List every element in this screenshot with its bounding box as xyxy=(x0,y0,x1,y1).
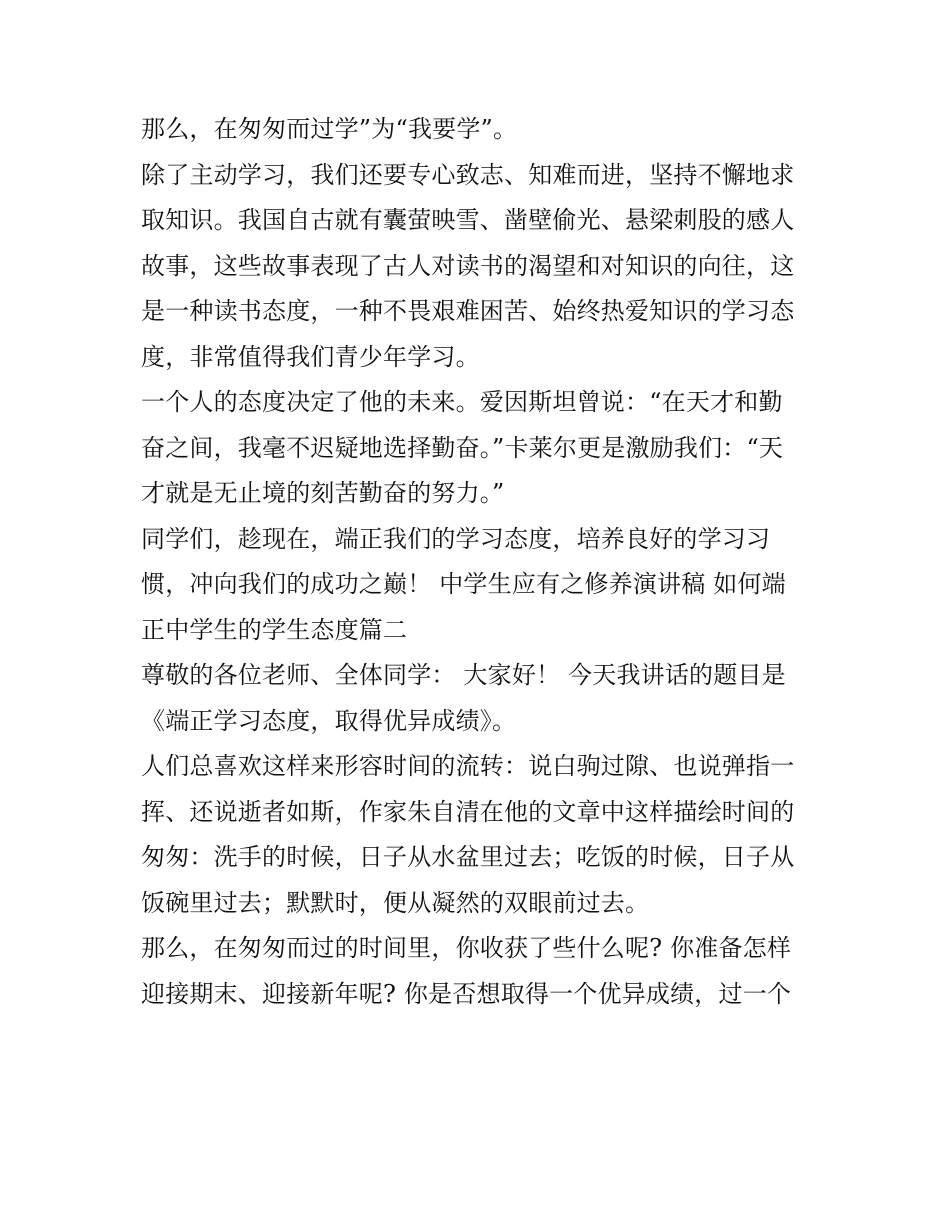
text-line: 挥、还说逝者如斯，作家朱自清在他的文章中这样描绘时间的 xyxy=(141,797,795,826)
text-line: 除了主动学习，我们还要专心致志、知难而进，坚持不懈地求 xyxy=(141,160,795,189)
text-line: 度，非常值得我们青少年学习。 xyxy=(141,342,480,371)
text-line: 匆匆：洗手的时候，日子从水盆里过去；吃饭的时候，日子从 xyxy=(141,843,795,871)
text-line: 正中学生的学生态度篇二 xyxy=(141,615,408,644)
text-line: 尊敬的各位老师、全体同学： 大家好！ 今天我讲话的题目是 xyxy=(141,661,786,689)
text-line: 惯，冲向我们的成功之巅！ 中学生应有之修养演讲稿 如何端 xyxy=(141,570,786,598)
text-line: 奋之间，我毫不迟疑地选择勤奋。”卡莱尔更是激励我们：“天 xyxy=(141,433,784,462)
text-line: 才就是无止境的刻苦勤奋的努力。” xyxy=(141,479,505,507)
text-line: 同学们，趁现在，端正我们的学习态度，培养良好的学习习 xyxy=(141,524,771,553)
text-line: 故事，这些故事表现了古人对读书的渴望和对知识的向往，这 xyxy=(141,251,795,280)
text-line: 取知识。我国自古就有囊萤映雪、凿壁偷光、悬梁刺股的感人 xyxy=(141,206,795,234)
text-line: 《端正学习态度，取得优异成绩》。 xyxy=(141,706,517,735)
text-line: 那么，在匆匆而过学”为“我要学”。 xyxy=(141,115,518,143)
document-body xyxy=(141,107,821,1017)
text-line: 一个人的态度决定了他的未来。爱因斯坦曾说：“在天才和勤 xyxy=(141,388,783,416)
text-line: 迎接期末、迎接新年呢? 你是否想取得一个优异成绩，过一个 xyxy=(141,979,792,1008)
text-line: 人们总喜欢这样来形容时间的流转：说白驹过隙、也说弹指一 xyxy=(141,752,795,780)
text-line: 那么，在匆匆而过的时间里，你收获了些什么呢? 你准备怎样 xyxy=(141,934,792,962)
text-line: 饭碗里过去；默默时，便从凝然的双眼前过去。 xyxy=(141,888,650,917)
text-line: 是一种读书态度，一种不畏艰难困苦、始终热爱知识的学习态 xyxy=(141,297,795,325)
